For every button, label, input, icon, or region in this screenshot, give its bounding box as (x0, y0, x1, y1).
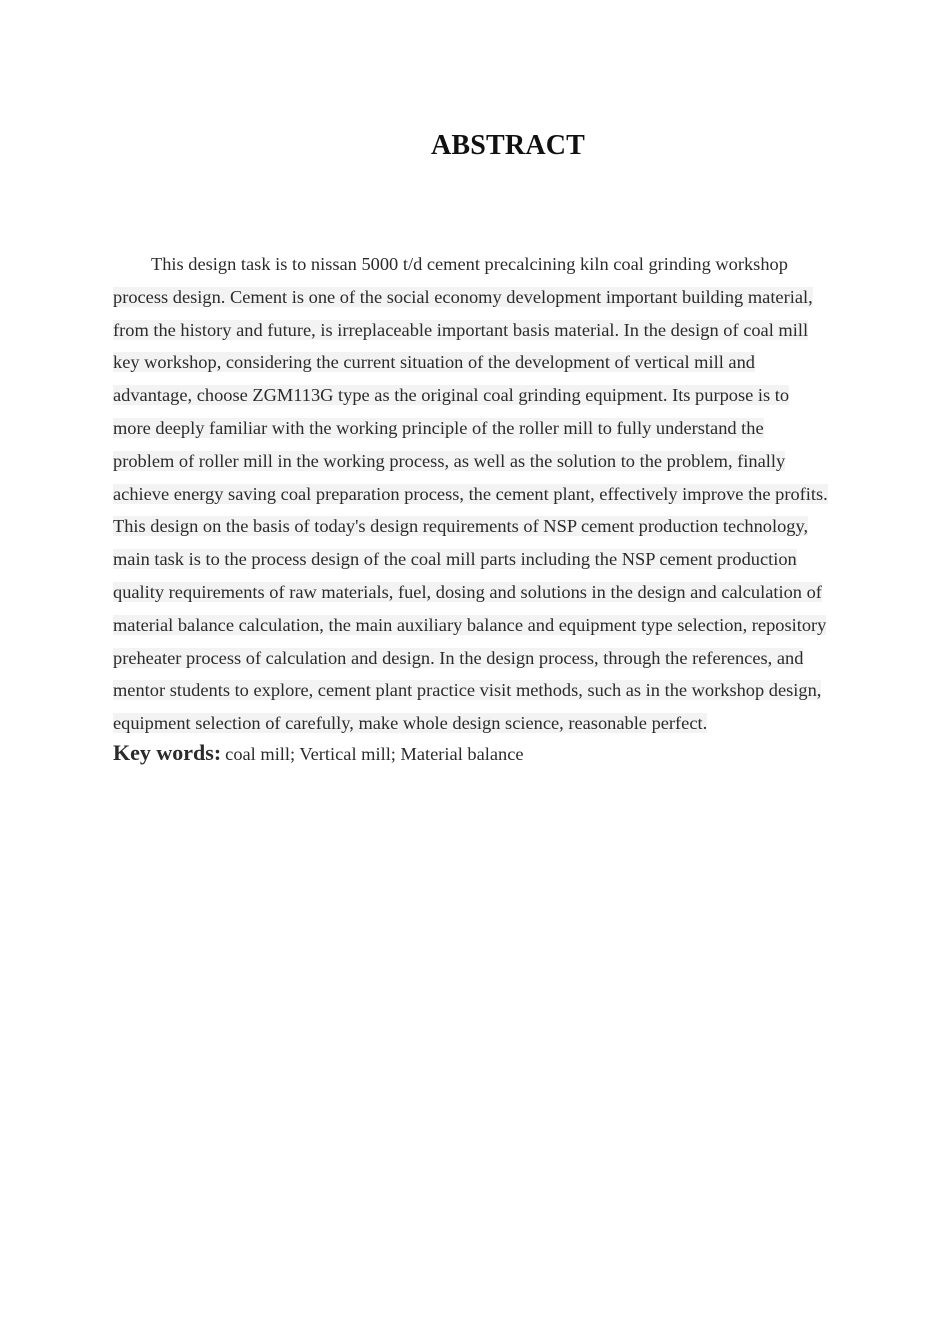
abstract-line: quality requirements of raw materials, fuel, dosing and solutions in the design and calculation of (113, 581, 822, 602)
abstract-line: problem of roller mill in the working process, as well as the solution to the problem, finally (113, 450, 786, 471)
keywords (113, 740, 524, 766)
abstract-line: from the history and future, is irreplaceable important basis material. In the design of coal mill (113, 319, 809, 340)
keywords-value: coal mill; Vertical mill; Material balance (225, 744, 524, 764)
keywords-label: Key words: (113, 740, 222, 765)
abstract-line: This design task is to nissan 5000 t/d cement precalcining kiln coal grinding workshop (151, 254, 788, 274)
abstract-line: advantage, choose ZGM113G type as the original coal grinding equipment. Its purpose is to (113, 385, 790, 406)
abstract-line: preheater process of calculation and design. In the design process, through the references, and (113, 647, 804, 668)
abstract-line: This design on the basis of today's design requirements of NSP cement production technology, (113, 516, 809, 537)
abstract-line: process design. Cement is one of the social economy development important building material, (113, 286, 813, 307)
abstract-paragraph (113, 248, 863, 740)
abstract-line: achieve energy saving coal preparation process, the cement plant, effectively improve the profits. (113, 483, 828, 504)
abstract-line: key workshop, considering the current situation of the development of vertical mill and (113, 352, 755, 373)
abstract-line: material balance calculation, the main auxiliary balance and equipment type selection, repository (113, 614, 827, 635)
abstract-line: more deeply familiar with the working principle of the roller mill to fully understand the (113, 417, 764, 438)
abstract-line: mentor students to explore, cement plant practice visit methods, such as in the workshop design, (113, 680, 822, 701)
page-title: ABSTRACT (430, 130, 586, 161)
abstract-line: main task is to the process design of the coal mill parts including the NSP cement production (113, 549, 797, 570)
abstract-line: equipment selection of carefully, make whole design science, reasonable perfect. (113, 713, 708, 734)
